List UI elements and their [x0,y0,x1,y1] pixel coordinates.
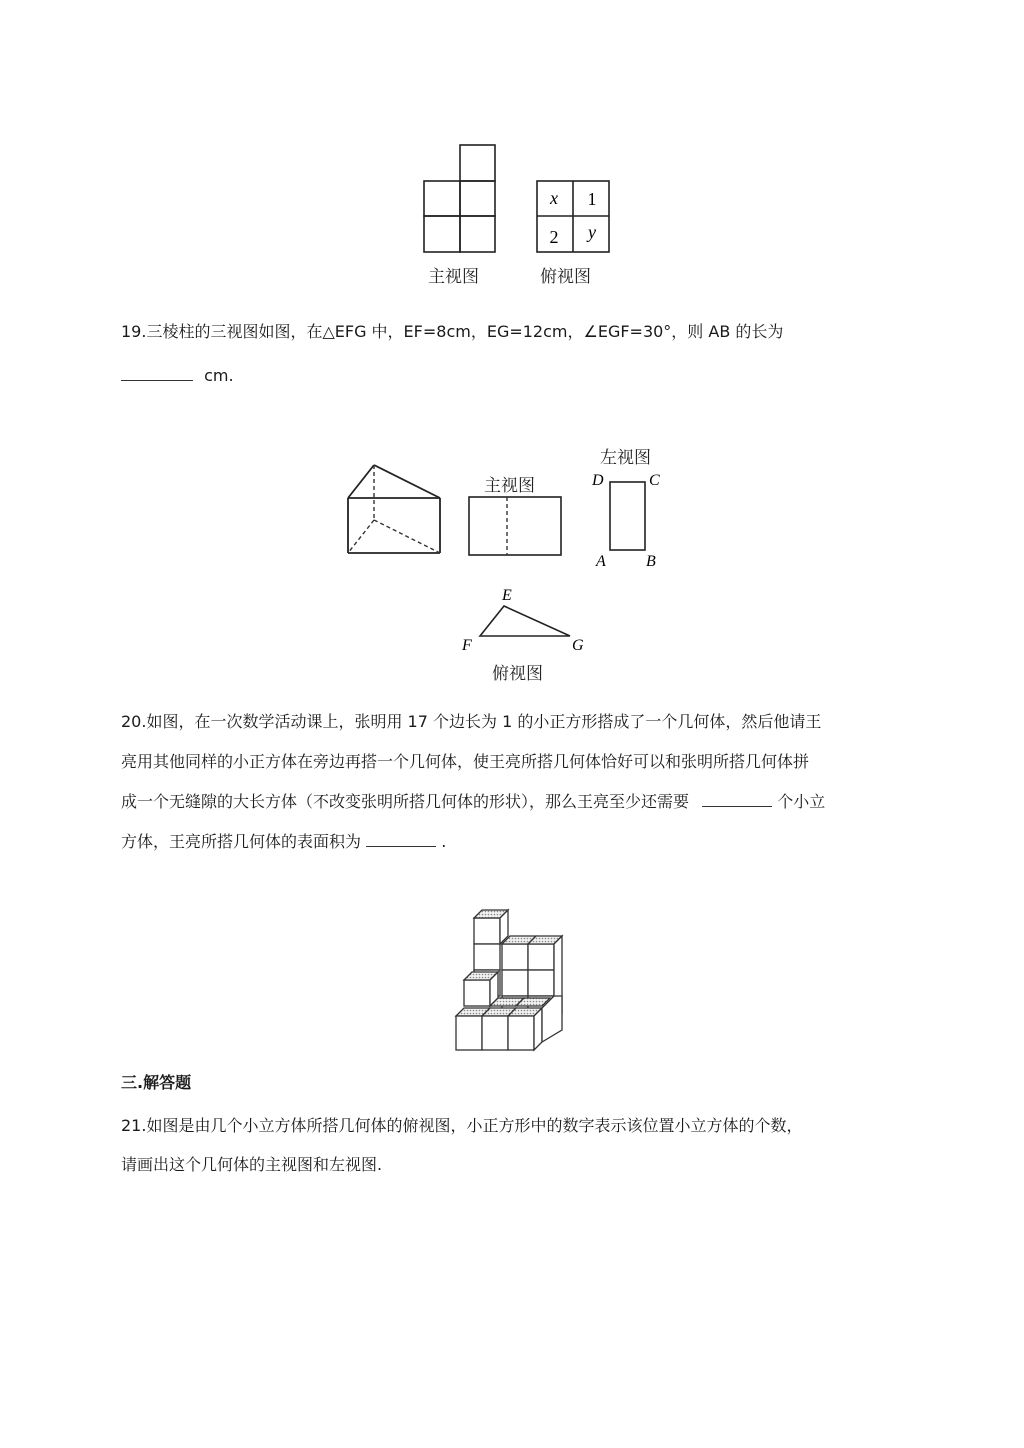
q20-area-blank[interactable] [366,832,436,847]
fig18-cell-2: 2 [549,227,559,247]
fig19-top-view [458,584,590,654]
fig18-top-caption: 俯视图 [540,267,591,287]
q20-line2: 亮用其他同样的小正方体在旁边再搭一个几何体，使王亮所搭几何体恰好可以和张明所搭几何体拼 [121,752,810,771]
fig19-front-view [466,494,564,558]
fig19-label-f: F [462,637,472,654]
fig19-label-b: B [646,553,656,570]
q20-line3 [121,792,825,812]
fig19-label-e: E [502,587,512,604]
fig19-label-a: A [596,553,606,570]
q20-line4-text: 方体，王亮所搭几何体的表面积为 [121,832,362,851]
q19-answer-blank[interactable] [121,366,193,381]
fig19-front-caption: 主视图 [484,476,535,496]
fig19-label-c: C [649,472,660,489]
section3-title: 三.解答题 [121,1073,192,1092]
q19-unit: cm. [204,366,234,385]
fig19-left-caption: 左视图 [600,448,651,468]
q19-line2 [121,366,234,386]
fig19-label-g: G [572,637,584,654]
fig18-front-view [420,140,500,256]
fig19-top-caption: 俯视图 [492,664,543,684]
fig20-cube-stack [448,904,578,1056]
q19-line1: 19.三棱柱的三视图如图，在△EFG 中，EF=8cm，EG=12cm，∠EGF=30°，则 AB 的长为 [121,322,784,341]
fig18-cell-x: x [550,188,558,208]
fig18-front-caption: 主视图 [428,267,479,287]
q21-line1: 21.如图是由几个小立方体所搭几何体的俯视图，小正方形中的数字表示该位置小立方体的个数， [121,1116,803,1135]
q20-line4-tail: . [441,832,447,851]
fig18-cell-1: 1 [587,189,597,209]
q20-line3-text: 成一个无缝隙的大长方体（不改变张明所搭几何体的形状），那么王亮至少还需要 [121,792,690,811]
q21-line2: 请画出这个几何体的主视图和左视图. [121,1155,383,1174]
fig18-top-view [534,178,614,256]
q20-line4 [121,832,446,852]
fig19-left-view [586,466,666,572]
fig19-label-d: D [592,472,604,489]
fig18-cell-y: y [588,222,596,242]
q20-line3-tail: 个小立 [777,792,826,811]
q20-cubes-blank[interactable] [702,792,772,807]
fig19-prism [342,460,446,558]
q20-line1: 20.如图，在一次数学活动课上，张明用 17 个边长为 1 的小正方形搭成了一个几何体，然后他请王 [121,712,822,731]
